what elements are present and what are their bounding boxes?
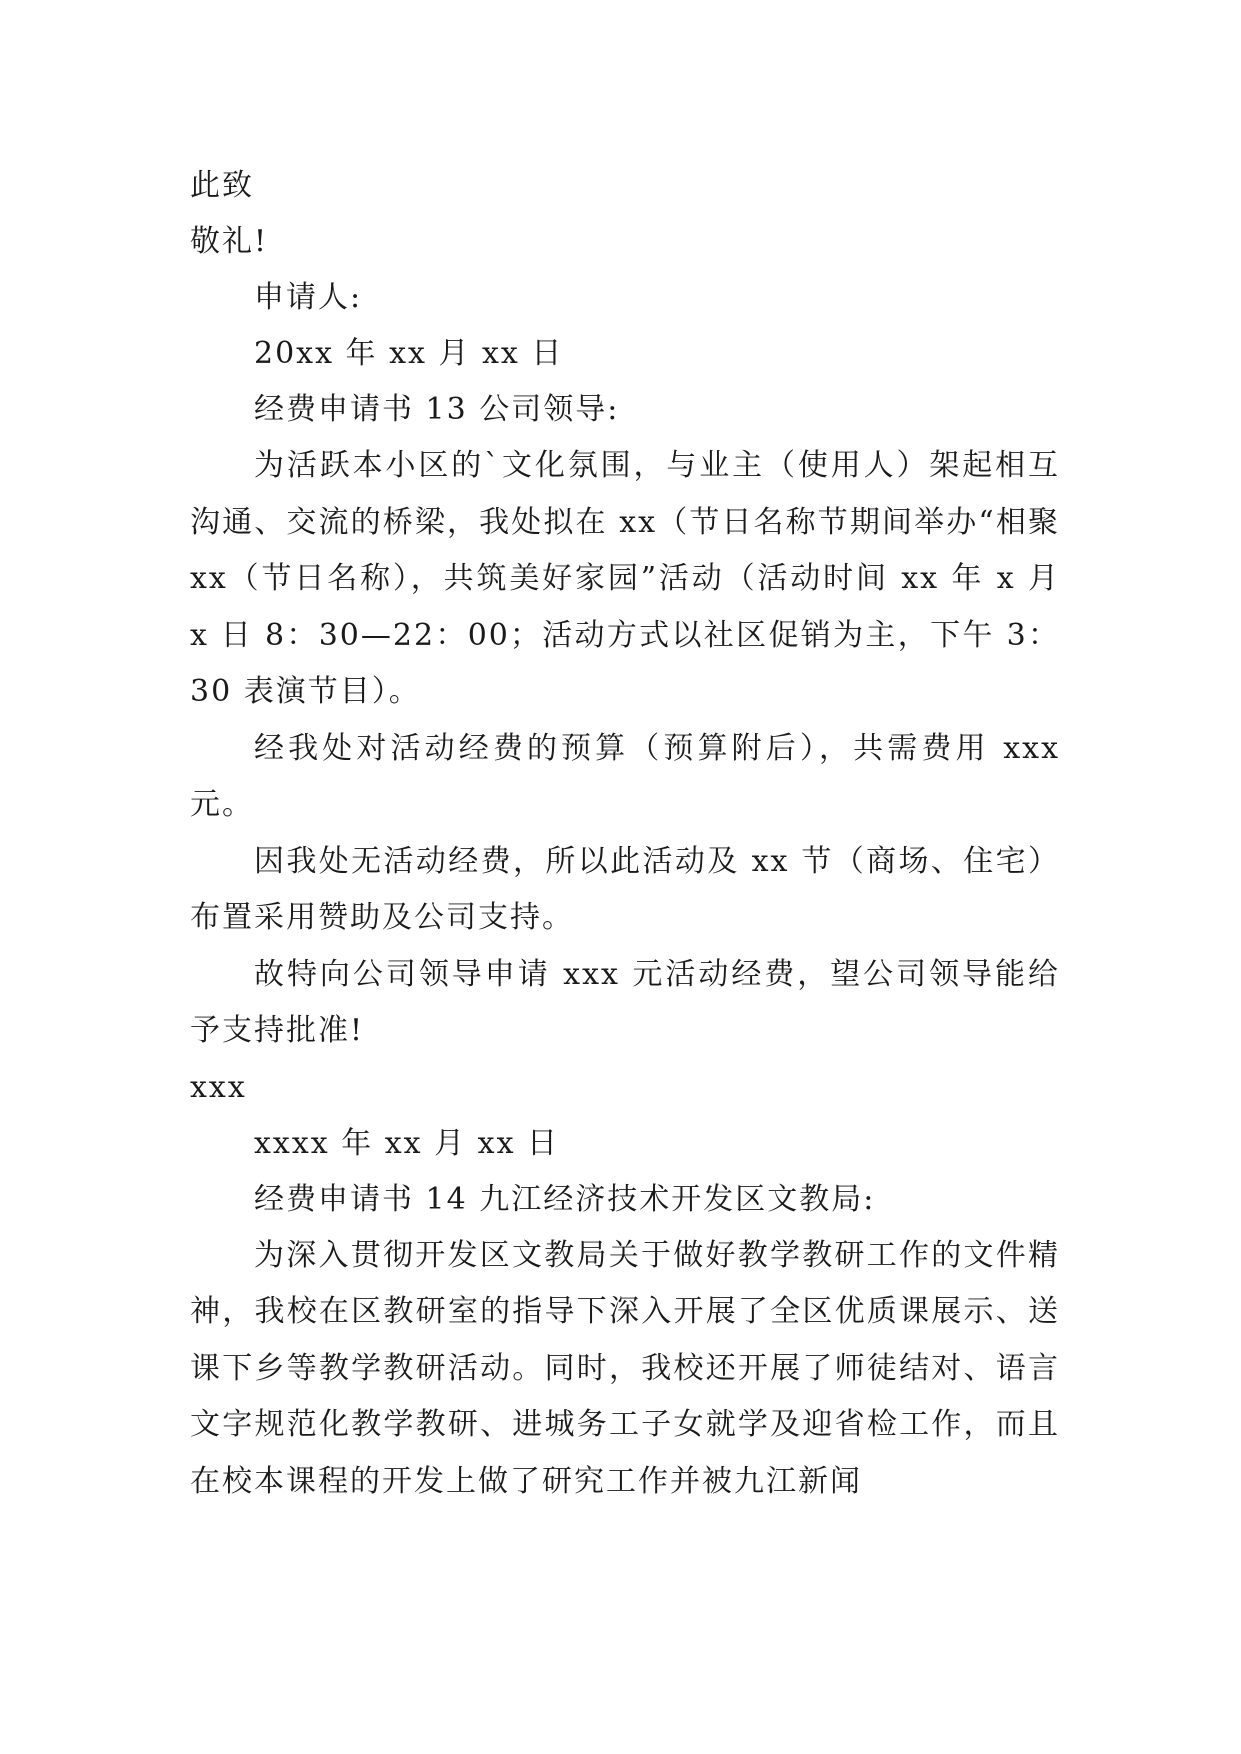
document-body	[190, 158, 1060, 1510]
paragraph-13-1: 为活跃本小区的`文化氛围，与业主（使用人）架起相互沟通、交流的桥梁，我处拟在 xx（节日名称节期间举办“相聚 xx（节日名称），共筑美好家园”活动（活动时间 xx 年 x 月 x 日 8：30—22：00；活动方式以社区促销为主，下午 3：30 表演节目）。	[190, 448, 1060, 709]
closing-line-1: 此致	[190, 168, 254, 203]
heading-13: 经费申请书 13 公司领导:	[254, 392, 620, 427]
applicant-label: 申请人:	[254, 280, 363, 315]
date-line-1: 20xx 年 xx 月 xx 日	[254, 336, 564, 371]
paragraph-13-4: 故特向公司领导申请 xxx 元活动经费，望公司领导能给予支持批准!	[190, 956, 1060, 1048]
signer-line: xxx	[190, 1069, 247, 1105]
closing-line-2: 敬礼!	[190, 224, 269, 259]
paragraph-13-3: 因我处无活动经费，所以此活动及 xx 节（商场、住宅）布置采用赞助及公司支持。	[190, 843, 1060, 935]
paragraph-14-1: 为深入贯彻开发区文教局关于做好教学教研工作的文件精神，我校在区教研室的指导下深入开展了全区优质课展示、送课下乡等教学教研活动。同时，我校还开展了师徒结对、语言文字规范化教学教研、进城务工子女就学及迎省检工作，而且在校本课程的开发上做了研究工作并被九江新闻	[190, 1237, 1060, 1499]
paragraph-13-2: 经我处对活动经费的预算（预算附后），共需费用 xxx 元。	[190, 730, 1060, 822]
heading-14: 经费申请书 14 九江经济技术开发区文教局:	[254, 1181, 876, 1217]
date-line-2: xxxx 年 xx 月 xx 日	[254, 1125, 560, 1161]
